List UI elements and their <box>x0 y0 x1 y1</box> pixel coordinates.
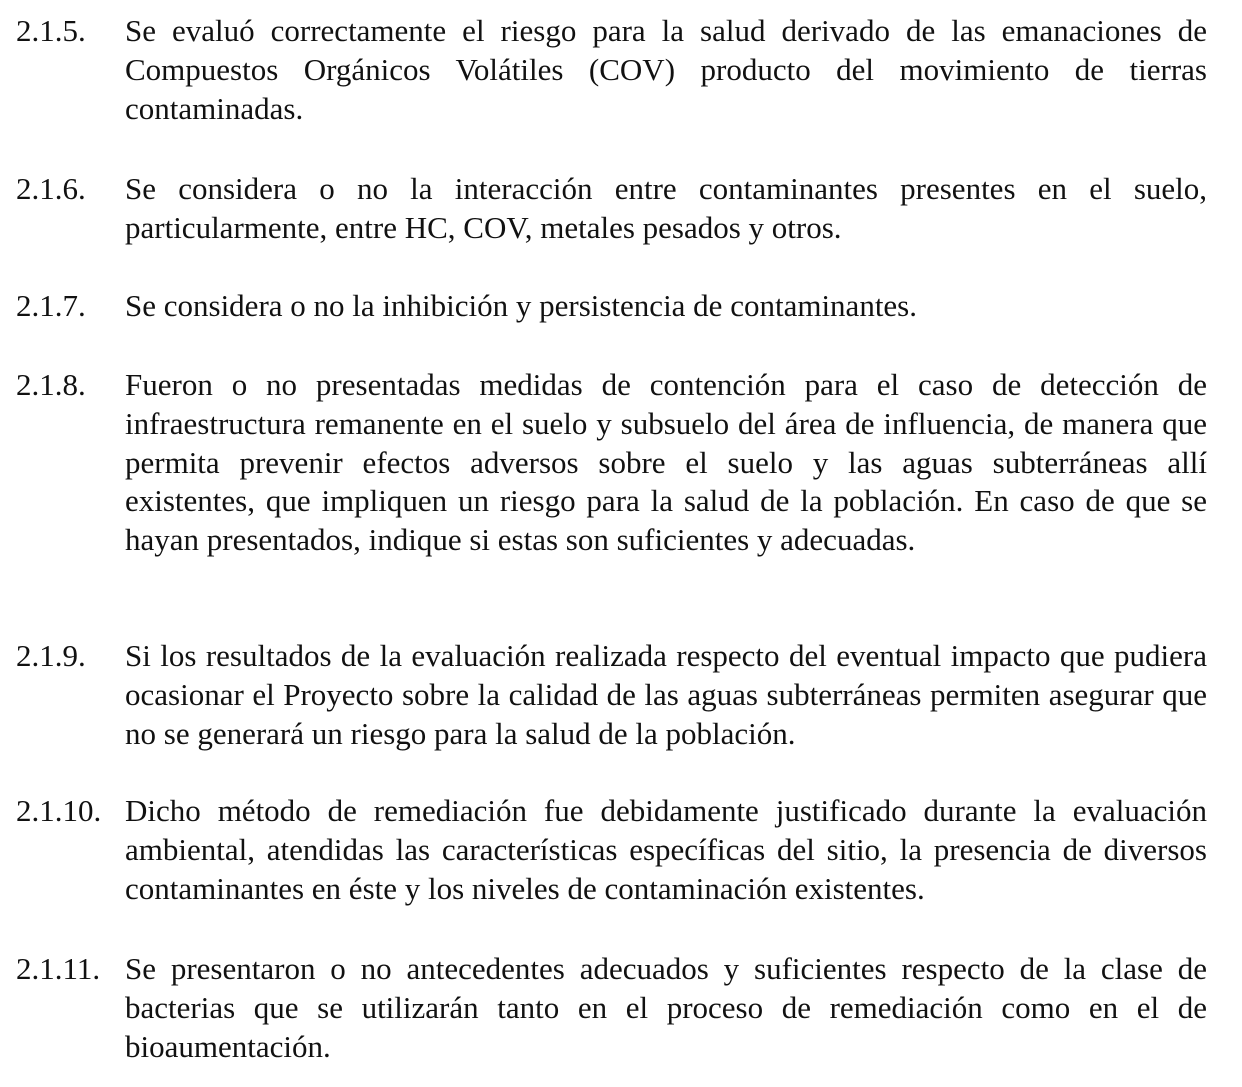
item-text: Se evaluó correctamente el riesgo para la salud derivado de las emanaciones de Compuestos Orgánicos Volátiles (COV) producto del movimiento de tierras contaminadas. <box>125 13 1207 126</box>
item-number: 2.1.10. <box>16 793 102 828</box>
item-number: 2.1.8. <box>16 367 86 402</box>
item-number: 2.1.6. <box>16 171 86 206</box>
item-text: Se presentaron o no antecedentes adecuados y suficientes respecto de la clase de bacterias que se utilizarán tanto en el proceso de remediación como en el de bioaumentación. <box>125 951 1207 1064</box>
item-text: Si los resultados de la evaluación realizada respecto del eventual impacto que pudiera ocasionar el Proyecto sobre la calidad de las aguas subterráneas permiten asegurar que no se generará un riesgo para la salud de la población. <box>125 638 1207 751</box>
item-text: Dicho método de remediación fue debidamente justificado durante la evaluación ambiental, atendidas las características específicas del sitio, la presencia de diversos contaminantes en éste y los niveles de contaminación existentes. <box>125 793 1207 906</box>
item-text: Se considera o no la inhibición y persistencia de contaminantes. <box>125 288 917 323</box>
item-number: 2.1.5. <box>16 13 86 48</box>
item-text: Se considera o no la interacción entre contaminantes presentes en el suelo, particularmente, entre HC, COV, metales pesados y otros. <box>125 171 1207 245</box>
item-text: Fueron o no presentadas medidas de contención para el caso de detección de infraestructura remanente en el suelo y subsuelo del área de influencia, de manera que permita prevenir efectos adversos sobre el suelo y las aguas subterráneas allí existentes, que impliquen un riesgo para la salud de la población. En caso de que se hayan presentados, indique si estas son suficientes y adecuadas. <box>125 367 1207 558</box>
item-number: 2.1.11. <box>16 951 101 986</box>
item-number: 2.1.9. <box>16 638 86 673</box>
item-number: 2.1.7. <box>16 288 86 323</box>
